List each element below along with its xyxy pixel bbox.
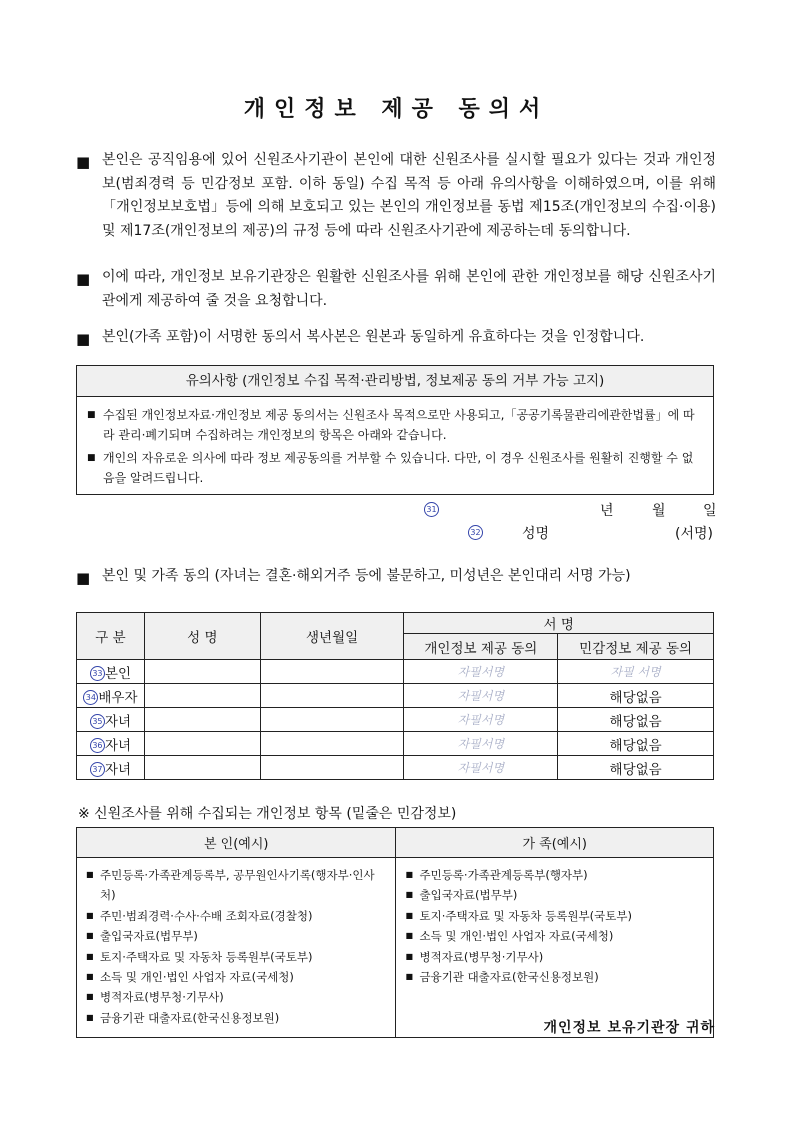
field-marker: 37 <box>90 762 105 777</box>
birthdate-cell[interactable] <box>260 732 404 756</box>
list-item: ■ 출입국자료(법무부) <box>405 885 704 905</box>
date-line <box>0 498 793 522</box>
family-consent-heading <box>76 565 716 589</box>
collected-items-table <box>76 827 714 1038</box>
sensitive-consent-cell: 해당없음 <box>558 708 714 732</box>
row-category <box>77 732 145 756</box>
square-bullet-icon: ■ <box>76 569 91 587</box>
table-row <box>77 708 714 732</box>
paragraph-text: 이에 따라, 개인정보 보유기관장은 원활한 신원조사를 위해 본인에 관한 개인정보를 해당 신원조사기관에게 제공하여 줄 것을 요청합니다. <box>102 269 716 309</box>
birthdate-cell[interactable] <box>260 684 404 708</box>
heading-text: 본인 및 가족 동의 (자녀는 결혼·해외거주 등에 불문하고, 미성년은 본인대리 서명 가능) <box>102 568 631 584</box>
personal-consent-cell[interactable] <box>404 708 558 732</box>
field-marker-32: 32 <box>468 525 483 540</box>
row-label: 자녀 <box>104 761 131 778</box>
list-item: ■ 토지·주택자료 및 자동차 등록원부(국토부) <box>405 906 704 926</box>
table-row <box>77 684 714 708</box>
list-item: ■ 병적자료(병무청·기무사) <box>405 947 704 967</box>
row-category <box>77 660 145 684</box>
notice-header: 유의사항 (개인정보 수집 목적·관리방법, 정보제공 동의 거부 가능 고지) <box>77 366 713 397</box>
list-item: ■ 주민등록·가족관계등록부, 공무원인사기록(행자부·인사처) <box>86 865 386 906</box>
name-cell[interactable] <box>144 708 260 732</box>
row-category <box>77 708 145 732</box>
notice-list <box>87 405 703 488</box>
birthdate-cell[interactable] <box>260 660 404 684</box>
square-bullet-icon: ■ <box>76 153 91 171</box>
personal-consent-cell[interactable] <box>404 732 558 756</box>
signature-placeholder: 자필서명 <box>457 761 505 775</box>
list-item: ■ 소득 및 개인·법인 사업자 자료(국세청) <box>86 967 386 987</box>
page-title: 개인정보 제공 동의서 <box>243 97 550 122</box>
field-marker-31: 31 <box>424 502 439 517</box>
paragraph-consent <box>76 149 716 243</box>
date-year-label[interactable]: 년 <box>600 503 614 519</box>
paragraph-text: 본인은 공직임용에 있어 신원조사기관이 본인에 대한 신원조사를 실시할 필요가 있다는 것과 개인정보(범죄경력 등 민감정보 포함. 이하 동일) 수집 목적 등 아래 유의사항을 이해하였으며, 이를 위해「개인정보보호법」등에 의해 보호되고 있는 본인의 개인정보를 동법 제15조(개인정보의 수집·이용) 및 제17조(개인정보의 제공)의 규정 등에 따라 신원조사기관에 제공하는데 동의합니다. <box>102 152 716 239</box>
paragraph-copy-validity <box>76 326 716 350</box>
family-items-header: 가 족(예시) <box>396 828 714 858</box>
sensitive-consent-cell: 해당없음 <box>558 756 714 780</box>
list-item: ■ 토지·주택자료 및 자동차 등록원부(국토부) <box>86 947 386 967</box>
notice-box <box>76 365 714 495</box>
items-heading: ※ 신원조사를 위해 수집되는 개인정보 항목 (밑줄은 민감정보) <box>78 806 457 822</box>
header-signature: 서 명 <box>404 613 714 634</box>
signature-label[interactable]: (서명) <box>675 526 713 542</box>
signature-placeholder: 자필서명 <box>457 713 505 727</box>
sensitive-consent-cell: 해당없음 <box>558 684 714 708</box>
name-cell[interactable] <box>144 732 260 756</box>
table-row <box>77 732 714 756</box>
self-items-list <box>86 865 386 1028</box>
table-row <box>77 756 714 780</box>
birthdate-cell[interactable] <box>260 708 404 732</box>
name-cell[interactable] <box>144 756 260 780</box>
field-marker: 33 <box>90 666 105 681</box>
notice-item: ■ 수집된 개인정보자료·개인정보 제공 동의서는 신원조사 목적으로만 사용되고,「공공기록물관리에관한법률」에 따라 관리·폐기되며 수집하려는 개인정보의 항목은 아래와 같습니다. <box>87 405 703 445</box>
list-item: ■ 출입국자료(법무부) <box>86 926 386 946</box>
row-category <box>77 684 145 708</box>
family-items-cell <box>396 858 714 1038</box>
name-label: 성명 <box>522 526 550 542</box>
row-label: 본인 <box>104 665 131 682</box>
square-bullet-icon: ■ <box>76 330 91 348</box>
header-personal-consent: 개인정보 제공 동의 <box>404 634 558 660</box>
row-label: 배우자 <box>98 689 138 706</box>
header-category: 구 분 <box>77 613 145 660</box>
name-cell[interactable] <box>144 660 260 684</box>
sensitive-consent-cell: 해당없음 <box>558 732 714 756</box>
list-item: ■ 소득 및 개인·법인 사업자 자료(국세청) <box>405 926 704 946</box>
date-day-label[interactable]: 일 <box>703 503 717 519</box>
personal-consent-cell[interactable] <box>404 756 558 780</box>
paragraph-text: 본인(가족 포함)이 서명한 동의서 복사본은 원본과 동일하게 유효하다는 것을 인정합니다. <box>102 329 645 345</box>
signature-placeholder: 자필서명 <box>457 689 505 703</box>
square-bullet-icon: ■ <box>76 270 91 288</box>
family-items-list <box>405 865 704 987</box>
paragraph-request <box>76 266 716 313</box>
closing-addressee: 개인정보 보유기관장 귀하 <box>543 1020 715 1036</box>
consent-table <box>76 612 714 780</box>
self-items-cell <box>77 858 396 1038</box>
row-category <box>77 756 145 780</box>
row-label: 자녀 <box>104 737 131 754</box>
field-marker: 34 <box>83 690 98 705</box>
self-items-header: 본 인(예시) <box>77 828 396 858</box>
signature-placeholder: 자필 서명 <box>610 665 661 679</box>
field-marker: 36 <box>90 738 105 753</box>
signature-line <box>0 521 793 545</box>
list-item: ■ 금융기관 대출자료(한국신용정보원) <box>86 1008 386 1028</box>
personal-consent-cell[interactable] <box>404 660 558 684</box>
sensitive-consent-cell[interactable] <box>558 660 714 684</box>
row-label: 자녀 <box>104 713 131 730</box>
name-cell[interactable] <box>144 684 260 708</box>
list-item: ■ 병적자료(병무청·기무사) <box>86 987 386 1007</box>
list-item: ■ 금융기관 대출자료(한국신용정보원) <box>405 967 704 987</box>
list-item: ■ 주민등록·가족관계등록부(행자부) <box>405 865 704 885</box>
signature-placeholder: 자필서명 <box>457 737 505 751</box>
notice-item: ■ 개인의 자유로운 의사에 따라 정보 제공동의를 거부할 수 있습니다. 다만, 이 경우 신원조사를 원활히 진행할 수 없음을 알려드립니다. <box>87 448 703 488</box>
list-item: ■ 주민·범죄경력·수사·수배 조회자료(경찰청) <box>86 906 386 926</box>
header-name: 성 명 <box>144 613 260 660</box>
signature-placeholder: 자필서명 <box>457 665 505 679</box>
field-marker: 35 <box>90 714 105 729</box>
header-birthdate: 생년월일 <box>260 613 404 660</box>
header-sensitive-consent: 민감정보 제공 동의 <box>558 634 714 660</box>
date-month-label[interactable]: 월 <box>652 503 666 519</box>
table-row <box>77 660 714 684</box>
birthdate-cell[interactable] <box>260 756 404 780</box>
personal-consent-cell[interactable] <box>404 684 558 708</box>
